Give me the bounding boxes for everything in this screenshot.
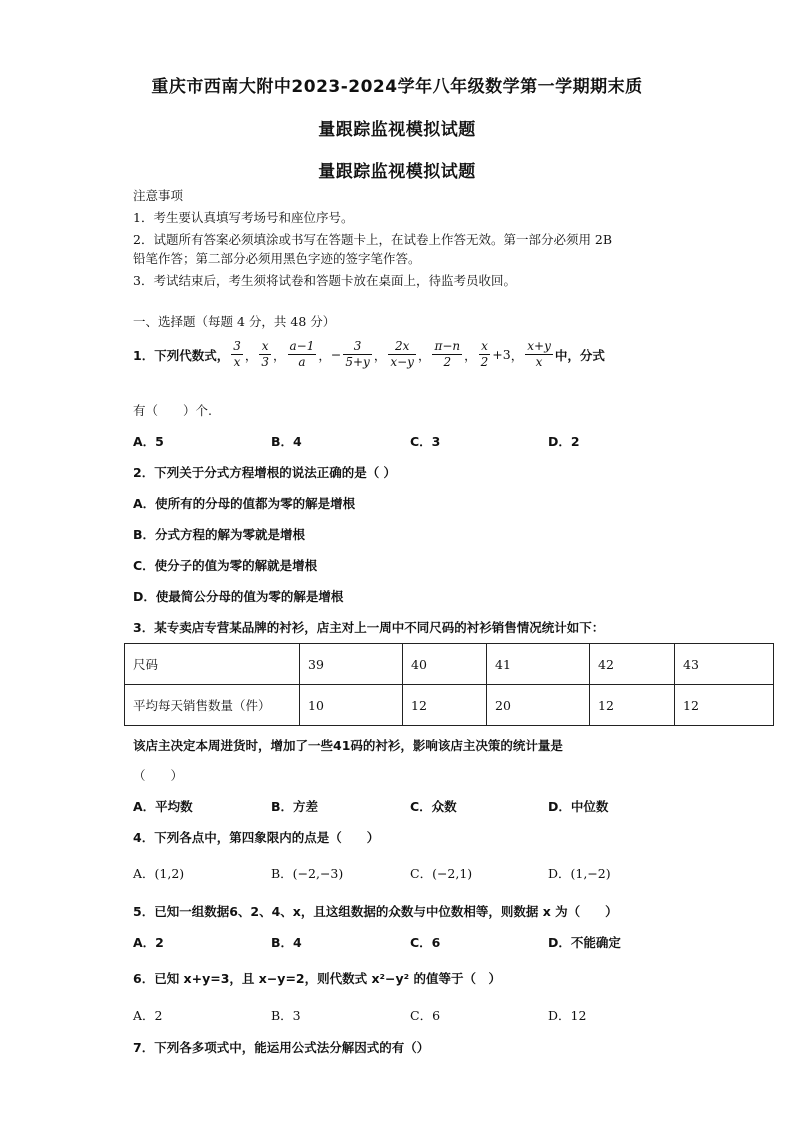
table-row xyxy=(125,685,774,726)
table-cell: 20 xyxy=(487,685,590,726)
notes-item-3: 3．考试结束后，考生须将试卷和答题卡放在桌面上，待监考员收回。 xyxy=(133,273,516,288)
exam-title-line2: 量跟踪监视模拟试题 xyxy=(318,120,476,140)
table-cell: 41 xyxy=(487,644,590,685)
q4-option-b: B．(−2,−3) xyxy=(271,866,344,881)
q1-fraction: $\frac{3}{5+y}$ xyxy=(345,339,370,369)
table-cell: 12 xyxy=(590,685,675,726)
q1-fraction: $\frac{3}{x}$ xyxy=(233,339,241,369)
notes-item-1: 1．考生要认真填写考场号和座位序号。 xyxy=(133,210,354,225)
q3-option-b: B．方差 xyxy=(271,799,319,814)
q2-option-b: B．分式方程的解为零就是增根 xyxy=(133,527,306,542)
table-cell: 平均每天销售数量（件） xyxy=(125,685,300,726)
q4-option-a: A．(1,2) xyxy=(133,866,185,881)
question-4-stem: 4．下列各点中，第四象限内的点是（ ） xyxy=(133,830,380,845)
q1-fraction: $\frac{2x}{x-y}$ xyxy=(390,339,414,369)
table-cell: 40 xyxy=(403,644,487,685)
question-6-stem: 6．已知 x+y=3，且 x−y=2，则代数式 x²−y² 的值等于（ ） xyxy=(133,971,501,986)
q2-option-a: A．使所有的分母的值都为零的解是增根 xyxy=(133,496,356,511)
q5-option-c: C．6 xyxy=(410,935,441,950)
table-cell: 12 xyxy=(675,685,774,726)
table-cell: 42 xyxy=(590,644,675,685)
q1-fraction: $\frac{x+y}{x}$ xyxy=(527,339,551,369)
table-cell: 尺码 xyxy=(125,644,300,685)
exam-title-line1: 重庆市西南大附中2023-2024学年八年级数学第一学期期末质 xyxy=(151,77,643,97)
q1-suffix: 中，分式 xyxy=(554,347,605,363)
notes-heading: 注意事项 xyxy=(133,188,184,203)
question-7-stem: 7．下列各多项式中，能运用公式法分解因式的有（） xyxy=(133,1040,430,1055)
q1-neg-sign: − xyxy=(330,347,342,362)
q1-option-d: D．2 xyxy=(548,434,580,449)
q4-option-d: D．(1,−2) xyxy=(548,866,611,881)
q1-fraction: $\frac{x}{2}$ xyxy=(480,339,489,369)
question-1-stem: 1．下列代数式， $\frac{3}{x}$ ， $\frac{x}{3}$ ， $\frac{a-1}{a}$ ， − $\frac{3}{5+y}$ ， $\frac{2x}{x-y}$ ， $\frac{\pi-n}{2}$ ， $\frac{x}{2}$ +3 ， $\frac{x+y}{x}$ 中，分式 xyxy=(133,339,605,369)
q1-option-c: C．3 xyxy=(410,434,441,449)
q1-plus-three: +3 xyxy=(492,347,511,362)
question-3-stem: 3．某专卖店专营某品牌的衬衫，店主对上一周中不同尺码的衬衫销售情况统计如下： xyxy=(133,620,605,635)
table-cell: 39 xyxy=(300,644,403,685)
q1-prefix: 1．下列代数式， xyxy=(133,347,230,363)
section-heading: 一、选择题（每题 4 分，共 48 分） xyxy=(133,314,336,329)
sales-table xyxy=(124,643,774,726)
q3-after-text: 该店主决定本周进货时，增加了一些41码的衬衫，影响该店主决策的统计量是 xyxy=(133,738,563,753)
q5-option-b: B．4 xyxy=(271,935,302,950)
q6-option-d: D．12 xyxy=(548,1008,587,1023)
question-5-stem: 5．已知一组数据6、2、4、x，且这组数据的众数与中位数相等，则数据 x 为（ ） xyxy=(133,904,618,919)
q1-line2: 有（ ）个. xyxy=(133,403,212,418)
q3-paren: （ ） xyxy=(133,768,184,783)
question-2-stem: 2．下列关于分式方程增根的说法正确的是（ ） xyxy=(133,465,397,480)
q5-option-d: D．不能确定 xyxy=(548,935,621,950)
q2-option-c: C．使分子的值为零的解就是增根 xyxy=(133,558,318,573)
q1-option-a: A．5 xyxy=(133,434,164,449)
q2-option-d: D．使最简公分母的值为零的解是增根 xyxy=(133,589,344,604)
table-row xyxy=(125,644,774,685)
q1-option-b: B．4 xyxy=(271,434,302,449)
q6-option-a: A．2 xyxy=(133,1008,163,1023)
q1-fraction: $\frac{a-1}{a}$ xyxy=(289,339,315,369)
table-cell: 12 xyxy=(403,685,487,726)
q1-fraction: $\frac{x}{3}$ xyxy=(261,339,269,369)
table-cell: 10 xyxy=(300,685,403,726)
q3-option-c: C．众数 xyxy=(410,799,457,814)
q6-option-c: C．6 xyxy=(410,1008,441,1023)
q4-option-c: C．(−2,1) xyxy=(410,866,473,881)
table-cell: 43 xyxy=(675,644,774,685)
q6-option-b: B．3 xyxy=(271,1008,301,1023)
q1-fraction: $\frac{\pi-n}{2}$ xyxy=(434,339,461,369)
exam-title-line3: 量跟踪监视模拟试题 xyxy=(318,162,476,182)
q5-option-a: A．2 xyxy=(133,935,164,950)
notes-item-2b: 铅笔作答；第二部分必须用黑色字迹的签字笔作答。 xyxy=(133,251,421,266)
q3-option-d: D．中位数 xyxy=(548,799,609,814)
notes-item-2a: 2．试题所有答案必须填涂或书写在答题卡上，在试卷上作答无效。第一部分必须用 2B xyxy=(133,232,613,247)
q3-option-a: A．平均数 xyxy=(133,799,193,814)
